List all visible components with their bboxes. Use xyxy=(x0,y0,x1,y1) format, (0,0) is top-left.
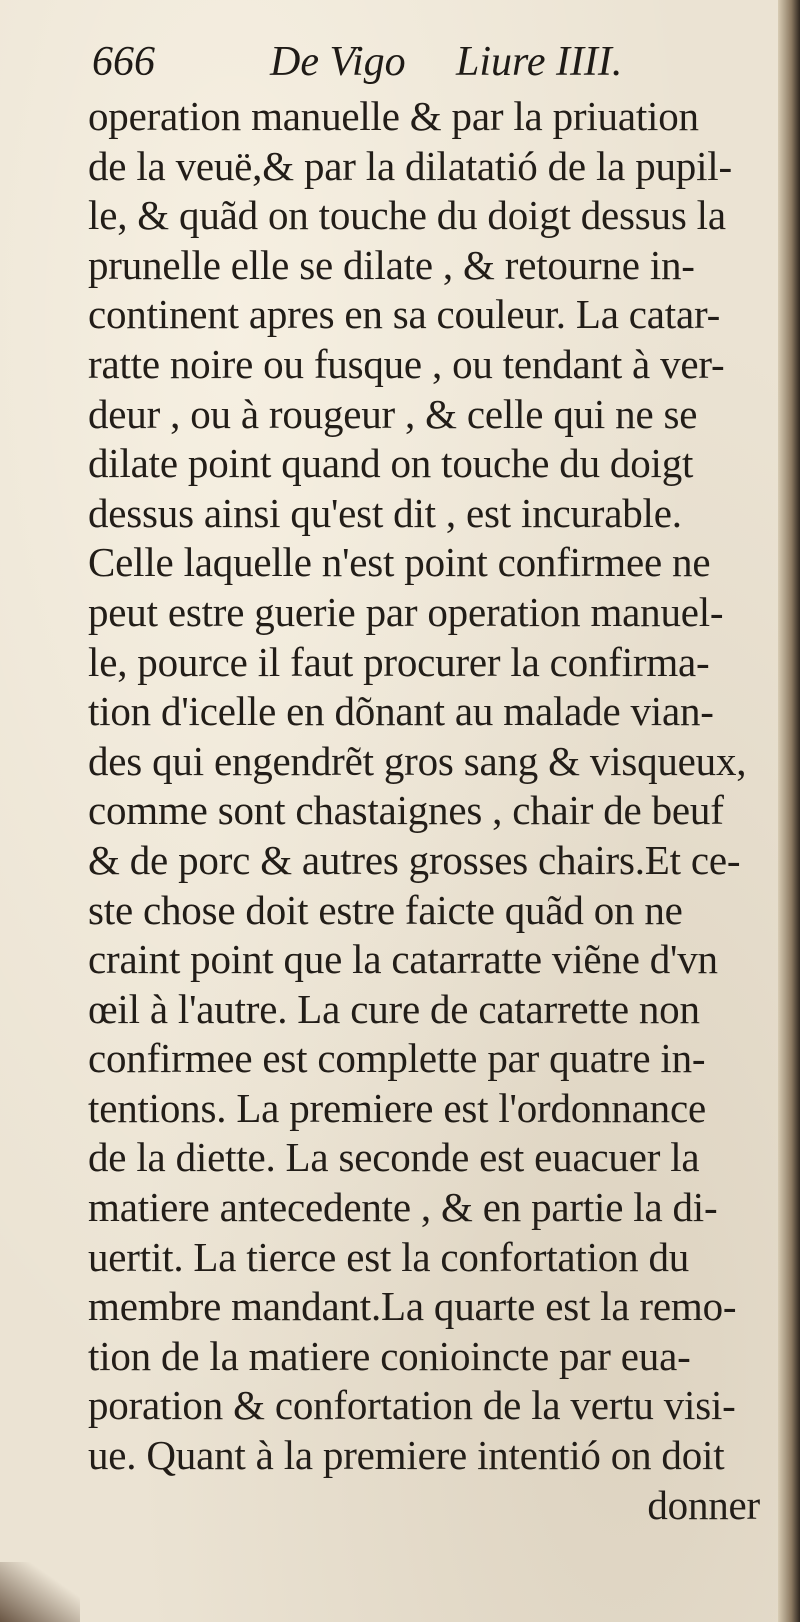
text-line: dilate point quand on touche du doigt xyxy=(88,440,694,487)
text-line: peut estre guerie par operation manuel- xyxy=(88,588,724,635)
page-corner-shadow xyxy=(0,1562,80,1622)
text-line: le, & quãd on touche du doigt dessus la xyxy=(88,192,726,239)
text-line: de la diette. La seconde est euacuer la xyxy=(88,1134,700,1181)
book-number: Liure IIII. xyxy=(456,39,623,85)
text-line: continent apres en sa couleur. La catar- xyxy=(88,291,721,338)
text-line: confirmee est complette par quatre in- xyxy=(88,1035,706,1082)
text-line: deur , ou à rougeur , & celle qui ne se xyxy=(88,390,698,437)
text-line: tion d'icelle en dõnant au malade vian- xyxy=(88,688,714,735)
text-line: ratte noire ou fusque , ou tendant à ver- xyxy=(88,340,725,387)
text-line: prunelle elle se dilate , & retourne in- xyxy=(88,241,695,288)
text-line: poration & confortation de la vertu visi- xyxy=(88,1382,736,1429)
text-line: Celle laquelle n'est point confirmee ne xyxy=(88,539,711,586)
body-text xyxy=(88,92,760,1530)
text-line: craint point que la catarratte viẽne d'vn xyxy=(88,936,718,983)
text-line: membre mandant.La quarte est la remo- xyxy=(88,1283,737,1330)
text-line: ste chose doit estre faicte quãd on ne xyxy=(88,886,683,933)
text-line: & de porc & autres grosses chairs.Et ce- xyxy=(88,836,741,883)
text-line: dessus ainsi qu'est dit , est incurable. xyxy=(88,489,682,536)
text-line: le, pource il faut procurer la confirma- xyxy=(88,638,710,685)
text-line: ue. Quant à la premiere intentió on doit xyxy=(88,1432,725,1479)
text-line: de la veuë,& par la dilatatió de la pupil- xyxy=(88,142,732,189)
text-line: uertit. La tierce est la confortation du xyxy=(88,1233,690,1280)
text-line: tentions. La premiere est l'ordonnance xyxy=(88,1084,706,1131)
text-line: matiere antecedente , & en partie la di- xyxy=(88,1184,718,1231)
text-line: comme sont chastaignes , chair de beuf xyxy=(88,787,724,834)
running-header xyxy=(92,38,692,90)
running-title: De Vigo xyxy=(270,39,406,85)
page-number: 666 xyxy=(92,39,155,85)
catchword: donner xyxy=(647,1481,760,1528)
text-line: operation manuelle & par la priuation xyxy=(88,93,699,139)
text-line: œil à l'autre. La cure de catarrette non xyxy=(88,985,700,1032)
text-line: tion de la matiere conioincte par eua- xyxy=(88,1332,691,1379)
text-line: des qui engendrẽt gros sang & visqueux, xyxy=(88,737,747,784)
binding-gutter xyxy=(778,0,800,1622)
